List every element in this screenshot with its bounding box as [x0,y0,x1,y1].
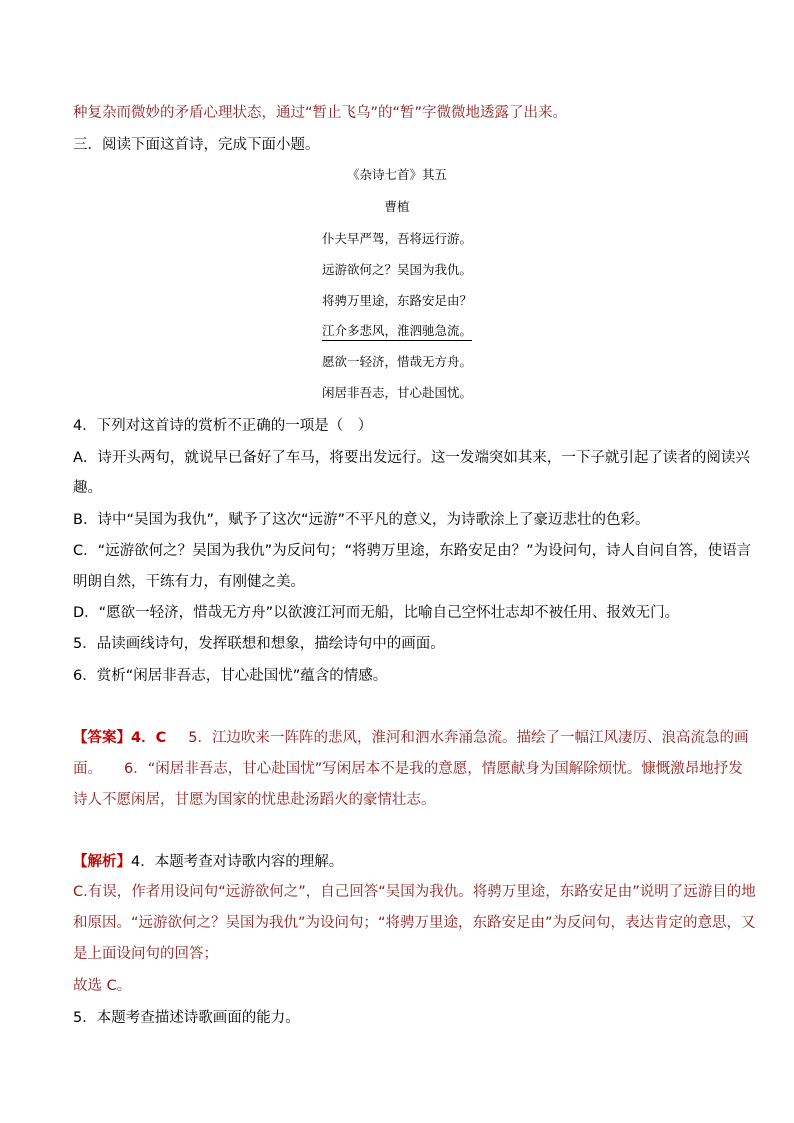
analysis-line-1: 【解析】4．本题考查对诗歌内容的理解。 [73,854,344,870]
poem-author: 曹植 [384,199,410,214]
poem-line: 愿欲一轻济，惜哉无方舟。 [321,354,472,369]
question-6: 6．赏析“闲居非吾志，甘心赴国忧”蕴含的情感。 [73,668,388,684]
poem-line: 闲居非吾志，甘心赴国忧。 [321,385,472,400]
poem-line-underlined: 江介多悲风，淮泗驰急流。 [0,323,794,341]
section-heading: 三．阅读下面这首诗，完成下面小题。 [73,137,320,153]
analysis-line-5: 故选 C。 [73,978,132,994]
answer-q6: 6．“闲居非吾志，甘心赴国忧”写闲居本不是我的意愿，情愿献身为国解除烦忧。慷慨激昂地抒发 [124,761,743,777]
answer-label: 【答案】 [73,730,131,746]
answer-line-2: 面。 6．“闲居非吾志，甘心赴国忧”写闲居本不是我的意愿，情愿献身为国解除烦忧。慷慨激昂地抒发 [73,761,743,777]
answer-q4: 4．C [131,730,167,746]
option-b: B．诗中“吴国为我仇”，赋予了这次“远游”不平凡的意义，为诗歌涂上了豪迈悲壮的色彩。 [73,512,650,528]
continued-text: 种复杂而微妙的矛盾心理状态，通过“暂止飞乌”的“暂”字微微地透露了出来。 [73,105,568,121]
option-d: D．“愿欲一轻济，惜哉无方舟”以欲渡江河而无船，比喻自己空怀壮志却不被任用、报效无门。 [73,605,680,621]
answer-line-3: 诗人不愿闲居，甘愿为国家的忧患赴汤蹈火的豪情壮志。 [73,792,436,808]
answer-q5: 5．江边吹来一阵阵的悲风，淮河和泗水奔涌急流。描绘了一幅江风凄厉、浪高流急的画 [188,730,749,746]
poem-line: 将骋万里途，东路安足由？ [321,293,472,308]
analysis-line-3: 和原因。“远游欲何之？吴国为我仇”为设问句；“将骋万里途，东路安足由”为反问句，表达肯定的意思，又 [73,915,756,931]
poem-title: 《杂诗七首》其五 [346,167,447,182]
option-a-cont: 趣。 [73,480,102,496]
poem-line: 远游欲何之？吴国为我仇。 [321,262,472,277]
analysis-line-4: 是上面设问句的回答； [73,946,218,962]
option-c-cont: 明朗自然，干练有力，有刚健之美。 [73,574,305,590]
question-5: 5．品读画线诗句，发挥联想和想象，描绘诗句中的画面。 [73,636,445,652]
analysis-line-2: C.有误，作者用设问句“远游欲何之”，自己回答“吴国为我仇。将骋万里途，东路安足由”说明了远游目的地 [73,884,756,900]
option-c: C．“远游欲何之？吴国为我仇”为反问句；“将骋万里途，东路安足由？”为设问句，诗人自问自答，使语言 [73,543,752,559]
analysis-label: 【解析】 [73,854,131,870]
option-a: A．诗开头两句，就说早已备好了车马，将要出发远行。这一发端突如其来，一下子就引起了读者的阅读兴 [73,450,750,466]
answer-line-1 [73,729,749,747]
analysis-line-6: 5．本题考查描述诗歌画面的能力。 [73,1010,300,1026]
poem-line: 仆夫早严驾，吾将远行游。 [321,231,472,246]
question-4: 4．下列对这首诗的赏析不正确的一项是（ ） [73,418,373,434]
